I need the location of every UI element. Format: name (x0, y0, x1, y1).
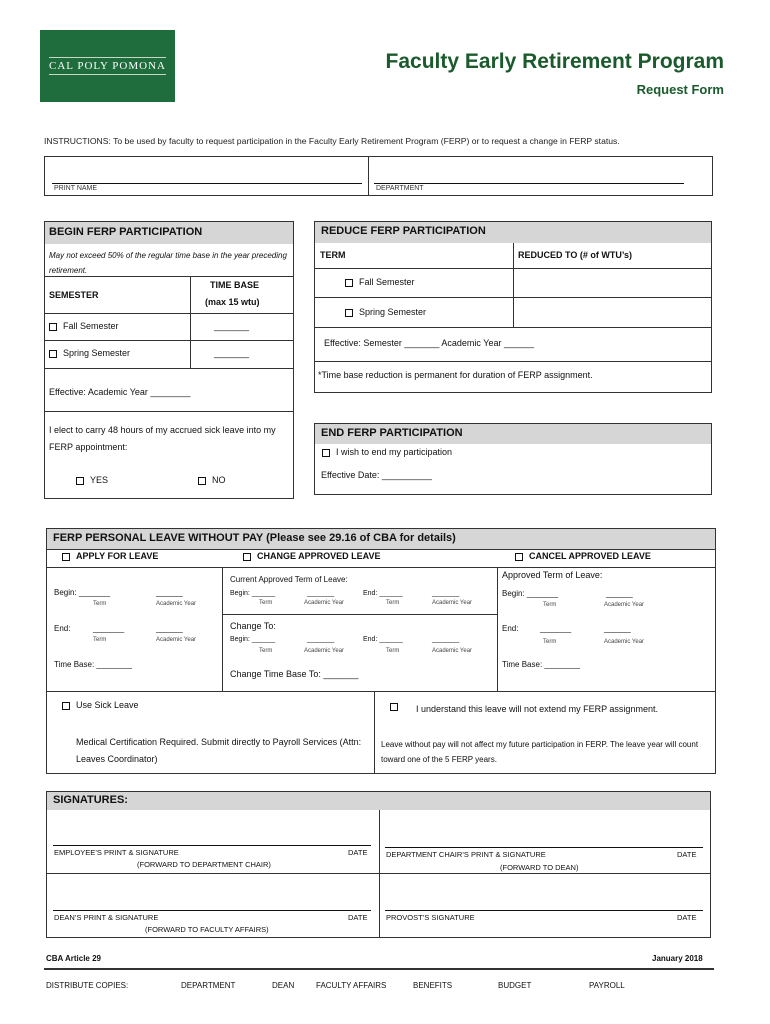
dean-signature-field[interactable] (53, 910, 371, 911)
checkbox-icon[interactable] (515, 553, 523, 561)
provost-date-label: DATE (677, 913, 697, 922)
reduce-effective[interactable]: Effective: Semester _______ Academic Year ______ (324, 338, 534, 348)
chair-sig-label: DEPARTMENT CHAIR’S PRINT & SIGNATURE (386, 850, 546, 859)
current-end (363, 590, 403, 597)
print-name-label: PRINT NAME (54, 185, 98, 192)
begin-row4-line (44, 411, 294, 412)
apply-begin-year-caption: Academic Year (156, 601, 197, 607)
begin-row3-line (44, 368, 294, 369)
cancel-begin (502, 589, 558, 598)
cancel-begin-year-caption: Academic Year (604, 602, 645, 608)
begin-effective[interactable]: Effective: Academic Year ________ (49, 387, 191, 397)
apply-leave-label: APPLY FOR LEAVE (76, 551, 159, 561)
understand-checkbox-icon[interactable] (390, 703, 398, 711)
reduce-note: *Time base reduction is permanent for duration of FERP assignment. (318, 370, 593, 380)
change-end (363, 636, 403, 643)
employee-date-label: DATE (348, 848, 368, 857)
cancel-begin-term-caption: Term (543, 602, 557, 608)
dean-forward: (FORWARD TO FACULTY AFFAIRS) (145, 925, 269, 934)
change-end-label: End: (363, 636, 378, 643)
current-begin-term-caption: Term (259, 600, 273, 606)
employee-signature-field[interactable] (53, 845, 371, 846)
current-end-term-caption: Term (386, 600, 400, 606)
apply-end-year-caption: Academic Year (156, 637, 197, 643)
cancel-begin-term[interactable]: _______ (526, 589, 559, 598)
apply-time-base[interactable]: Time Base: ________ (54, 660, 132, 669)
end-wish-option[interactable] (322, 447, 452, 457)
leave-col2 (497, 567, 498, 691)
employee-forward: (FORWARD TO DEPARTMENT CHAIR) (137, 860, 271, 869)
checkbox-icon[interactable] (62, 702, 70, 710)
signatures-col (379, 810, 380, 938)
copy-payroll: PAYROLL (589, 981, 625, 990)
dean-sig-label: DEAN’S PRINT & SIGNATURE (54, 913, 159, 922)
checkbox-icon[interactable] (322, 449, 330, 457)
begin-fall-option[interactable] (49, 321, 119, 331)
current-begin-year-caption: Academic Year (304, 600, 345, 606)
change-begin (230, 636, 275, 643)
cancel-begin-year[interactable]: ______ (606, 589, 633, 598)
current-begin-term[interactable]: ______ (251, 590, 276, 597)
department-label: DEPARTMENT (376, 185, 424, 192)
timebase-header: TIME BASE (210, 280, 260, 290)
cancel-end-year[interactable]: ______ (604, 624, 631, 633)
semester-header: SEMESTER (49, 290, 99, 300)
cancel-begin-label: Begin: (502, 589, 525, 598)
cancel-end-year-caption: Academic Year (604, 639, 645, 645)
checkbox-icon[interactable] (49, 350, 57, 358)
reduce-spring-option[interactable] (345, 307, 426, 317)
begin-table-col (190, 276, 191, 368)
checkbox-icon[interactable] (243, 553, 251, 561)
provost-sig-label: PROVOST’S SIGNATURE (386, 913, 475, 922)
change-divider (222, 614, 497, 615)
leave-title: FERP PERSONAL LEAVE WITHOUT PAY (Please see 29.16 of CBA for details) (53, 532, 456, 544)
checkbox-icon[interactable] (49, 323, 57, 331)
checkbox-icon[interactable] (198, 477, 206, 485)
copy-department: DEPARTMENT (181, 981, 236, 990)
begin-fall-timebase[interactable]: _______ (214, 321, 250, 331)
timebase-max: (max 15 wtu) (205, 297, 260, 307)
current-begin (230, 590, 275, 597)
cancel-end-term[interactable]: _______ (540, 624, 572, 633)
copy-budget: BUDGET (498, 981, 532, 990)
change-to-label: Change To: (230, 621, 276, 631)
signatures-title: SIGNATURES: (53, 794, 128, 806)
begin-spring-option[interactable] (49, 348, 130, 358)
cancel-end-label: End: (502, 624, 519, 633)
form-title: Faculty Early Retirement Program (385, 50, 724, 73)
current-begin-year[interactable]: _______ (307, 590, 335, 597)
reduce-term-header: TERM (320, 250, 346, 260)
begin-fall-label: Fall Semester (63, 321, 119, 331)
chair-signature-field[interactable] (385, 847, 703, 848)
change-end-term-caption: Term (386, 648, 400, 654)
end-wish-label: I wish to end my participation (336, 447, 453, 457)
copy-faculty-affairs: FACULTY AFFAIRS (316, 981, 387, 990)
reduce-fall-label: Fall Semester (359, 277, 415, 287)
print-name-field[interactable] (52, 183, 362, 184)
signatures-row (46, 873, 711, 874)
end-ferp-header (315, 424, 711, 444)
copy-dean: DEAN (272, 981, 295, 990)
cba-article: CBA Article 29 (46, 954, 101, 963)
begin-ferp-title: BEGIN FERP PARTICIPATION (49, 226, 203, 238)
reduce-fall-option[interactable] (345, 277, 415, 287)
no-label: NO (212, 475, 226, 485)
reduce-to-header: REDUCED TO (# of WTU’s) (518, 250, 632, 260)
apply-end-label: End: (54, 624, 71, 633)
leave-bottom-divider (46, 691, 716, 692)
cancel-leave-label: CANCEL APPROVED LEAVE (529, 551, 651, 561)
begin-ferp-header (45, 222, 293, 244)
approved-term-label: Approved Term of Leave: (502, 570, 603, 580)
apply-end-year[interactable]: ______ (156, 624, 183, 633)
current-end-year-caption: Academic Year (432, 600, 473, 606)
apply-leave-option[interactable] (62, 551, 158, 561)
apply-begin-year[interactable]: ______ (156, 588, 183, 597)
checkbox-icon[interactable] (345, 309, 353, 317)
understand-text: I understand this leave will not extend my FERP assignment. (416, 704, 658, 714)
footer-date: January 2018 (652, 954, 703, 963)
begin-note: May not exceed 50% of the regular time base in the year preceding retirement. (49, 251, 287, 275)
change-leave-label: CHANGE APPROVED LEAVE (257, 551, 381, 561)
sick-no-option[interactable] (198, 475, 226, 485)
leave-col1 (222, 567, 223, 691)
reduce-row1 (314, 268, 712, 269)
change-begin-term[interactable]: ______ (251, 636, 276, 643)
begin-table-top (44, 276, 294, 277)
apply-begin-term-caption: Term (93, 601, 107, 607)
medical-cert-note: Medical Certification Required. Submit directly to Payroll Services (Attn: Leaves Coordinator) (76, 737, 362, 764)
change-begin-term-caption: Term (259, 648, 273, 654)
begin-spring-label: Spring Semester (63, 348, 131, 358)
lwop-note: Leave without pay will not affect my future participation in FERP. The leave year will count toward one of the 5 FERP years. (381, 740, 699, 764)
change-time-base[interactable]: Change Time Base To: _______ (230, 669, 359, 679)
yes-label: YES (90, 475, 109, 485)
reduce-ferp-title: REDUCE FERP PARTICIPATION (321, 225, 486, 237)
apply-begin-term[interactable]: _______ (78, 588, 111, 597)
logo-text: CAL POLY POMONA (49, 57, 166, 75)
current-end-year[interactable]: _______ (432, 590, 460, 597)
leave-bottom-col (374, 691, 375, 774)
leave-subheader-bottom (46, 567, 716, 568)
checkbox-icon[interactable] (76, 477, 84, 485)
change-begin-label: Begin: (230, 636, 250, 643)
dean-date-label: DATE (348, 913, 368, 922)
apply-end (54, 624, 70, 633)
sick-leave-text: I elect to carry 48 hours of my accrued sick leave into my FERP appointment: (49, 425, 276, 452)
end-ferp-title: END FERP PARTICIPATION (321, 427, 463, 439)
reduce-row4 (314, 361, 712, 362)
distribute-label: DISTRIBUTE COPIES: (46, 981, 129, 990)
apply-end-term-caption: Term (93, 637, 107, 643)
instructions: INSTRUCTIONS: To be used by faculty to request participation in the Faculty Early Retirement Program (FERP) or to request a change in FERP status. (44, 136, 620, 146)
reduce-spring-label: Spring Semester (359, 307, 427, 317)
apply-begin (54, 588, 110, 597)
checkbox-icon[interactable] (62, 553, 70, 561)
change-end-year-caption: Academic Year (432, 648, 473, 654)
checkbox-icon[interactable] (345, 279, 353, 287)
apply-end-term[interactable]: _______ (93, 624, 125, 633)
change-leave-option[interactable] (243, 551, 381, 561)
cancel-end-term-caption: Term (543, 639, 557, 645)
signatures-header (47, 792, 710, 810)
apply-begin-label: Begin: (54, 588, 77, 597)
reduce-row3 (314, 327, 712, 328)
end-effective[interactable]: Effective Date: __________ (321, 470, 432, 480)
current-end-label: End: (363, 590, 378, 597)
reduce-ferp-header (315, 222, 711, 243)
chair-date-label: DATE (677, 850, 697, 859)
leave-subheader-top (46, 549, 716, 550)
change-begin-year[interactable]: _______ (307, 636, 335, 643)
current-begin-label: Begin: (230, 590, 250, 597)
copy-benefits: BENEFITS (413, 981, 453, 990)
cancel-leave-option[interactable] (515, 551, 651, 561)
change-end-year[interactable]: _______ (432, 636, 460, 643)
cal-poly-pomona-logo (40, 30, 175, 102)
sick-yes-option[interactable] (76, 475, 108, 485)
current-approved-term: Current Approved Term of Leave: (230, 575, 348, 584)
provost-signature-field[interactable] (385, 910, 703, 911)
reduce-col (513, 243, 514, 327)
use-sick-leave-label: Use Sick Leave (76, 700, 139, 710)
chair-forward: (FORWARD TO DEAN) (500, 863, 579, 872)
change-begin-year-caption: Academic Year (304, 648, 345, 654)
leave-header (47, 529, 715, 549)
department-field[interactable] (374, 183, 684, 184)
cancel-time-base[interactable]: Time Base: ________ (502, 660, 580, 669)
use-sick-leave-option[interactable] (62, 700, 139, 710)
footer-divider (44, 968, 714, 970)
change-end-term[interactable]: ______ (379, 636, 403, 643)
reduce-row2 (314, 297, 712, 298)
form-subtitle: Request Form (636, 82, 724, 97)
name-dept-divider (368, 156, 369, 196)
employee-sig-label: EMPLOYEE’S PRINT & SIGNATURE (54, 848, 179, 857)
begin-row1-line (44, 313, 294, 314)
current-end-term[interactable]: ______ (379, 590, 403, 597)
begin-spring-timebase[interactable]: _______ (214, 348, 250, 358)
begin-row2-line (44, 340, 294, 341)
